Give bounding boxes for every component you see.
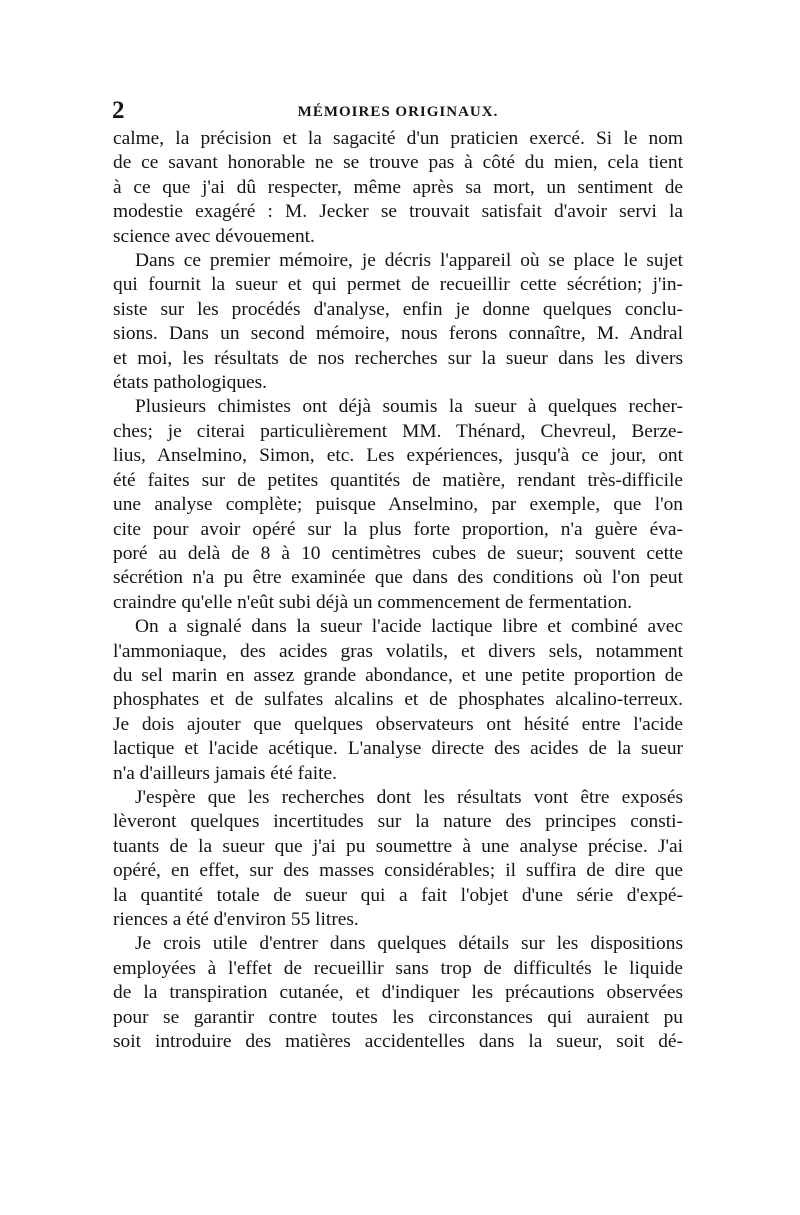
text-line: qui fournit la sueur et qui permet de recueillir cette sécrétion; j'in-: [113, 274, 683, 296]
text-line: sécrétion n'a pu être examinée que dans des conditions où l'on peut: [113, 567, 683, 589]
text-line: craindre qu'elle n'eût subi déjà un commencement de fermentation.: [113, 591, 633, 613]
text-line: lius, Anselmino, Simon, etc. Les expériences, jusqu'à ce jour, ont: [113, 445, 683, 467]
paragraph-6: [113, 932, 683, 1054]
text-line: sions. Dans un second mémoire, nous ferons connaître, M. Andral: [113, 323, 683, 345]
text-line: états pathologiques.: [113, 372, 268, 394]
text-line: ches; je citerai particulièrement MM. Thénard, Chevreul, Berze-: [113, 420, 683, 442]
paragraph-1: [113, 127, 683, 249]
body-text: [113, 127, 683, 1054]
text-line: de ce savant honorable ne se trouve pas à côté du mien, cela tient: [113, 152, 683, 174]
running-head: MÉMOIRES ORIGINAUX.: [297, 104, 499, 120]
text-line: siste sur les procédés d'analyse, enfin je donne quelques conclu-: [113, 298, 683, 320]
text-line: tuants de la sueur que j'ai pu soumettre à une analyse précise. J'ai: [113, 835, 683, 857]
text-line: Dans ce premier mémoire, je décris l'appareil où se place le sujet: [135, 250, 683, 272]
paragraph-5: [113, 786, 683, 932]
page-header: [112, 98, 684, 124]
text-line: J'espère que les recherches dont les résultats vont être exposés: [135, 786, 683, 808]
text-line: modestie exagéré : M. Jecker se trouvait satisfait d'avoir servi la: [113, 201, 683, 223]
text-line: riences a été d'environ 55 litres.: [113, 909, 359, 930]
text-line: du sel marin en assez grande abondance, et une petite proportion de: [113, 664, 683, 686]
text-line: Plusieurs chimistes ont déjà soumis la sueur à quelques recher-: [135, 396, 683, 418]
paragraph-3: [113, 395, 683, 615]
text-line: une analyse complète; puisque Anselmino, par exemple, que l'on: [113, 494, 683, 516]
text-line: à ce que j'ai dû respecter, même après sa mort, un sentiment de: [113, 176, 683, 198]
text-line: l'ammoniaque, des acides gras volatils, et divers sels, notamment: [113, 640, 683, 662]
text-line: phosphates et de sulfates alcalins et de phosphates alcalino-terreux.: [113, 689, 683, 711]
text-line: de la transpiration cutanée, et d'indiquer les précautions observées: [113, 982, 683, 1004]
text-line: pour se garantir contre toutes les circonstances qui auraient pu: [113, 1006, 683, 1028]
text-line: lèveront quelques incertitudes sur la nature des principes consti-: [113, 811, 683, 833]
text-line: et moi, les résultats de nos recherches sur la sueur dans les divers: [113, 347, 683, 369]
paragraph-2: [113, 249, 683, 395]
text-line: été faites sur de petites quantités de matière, rendant très-difficile: [113, 469, 683, 491]
text-line: Je crois utile d'entrer dans quelques détails sur les dispositions: [135, 933, 683, 955]
text-line: calme, la précision et la sagacité d'un praticien exercé. Si le nom: [113, 128, 683, 149]
text-line: On a signalé dans la sueur l'acide lactique libre et combiné avec: [135, 616, 683, 638]
paragraph-4: [113, 615, 683, 786]
text-line: lactique et l'acide acétique. L'analyse directe des acides de la sueur: [113, 738, 683, 760]
text-line: la quantité totale de sueur qui a fait l'objet d'une série d'expé-: [113, 884, 683, 906]
text-line: n'a d'ailleurs jamais été faite.: [113, 762, 337, 784]
text-line: Je dois ajouter que quelques observateurs ont hésité entre l'acide: [113, 713, 683, 735]
text-line: science avec dévouement.: [113, 225, 315, 247]
text-line: poré au delà de 8 à 10 centimètres cubes de sueur; souvent cette: [113, 542, 683, 564]
text-line: cite pour avoir opéré sur la plus forte proportion, n'a guère éva-: [113, 518, 683, 540]
text-line: soit introduire des matières accidentelles dans la sueur, soit dé-: [113, 1031, 683, 1053]
text-line: opéré, en effet, sur des masses considérables; il suffira de dire que: [113, 860, 683, 882]
page-number: 2: [112, 97, 125, 124]
text-line: employées à l'effet de recueillir sans trop de difficultés le liquide: [113, 957, 683, 979]
